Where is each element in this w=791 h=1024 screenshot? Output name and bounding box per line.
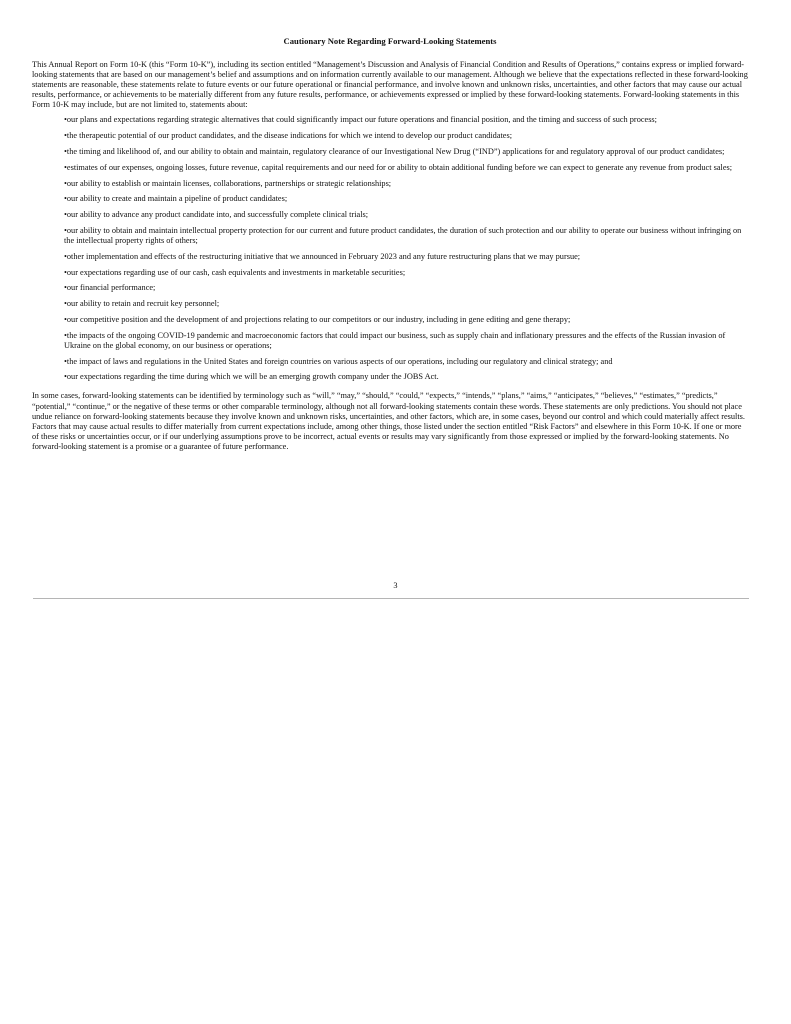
list-item: •our ability to create and maintain a pipeline of product candidates;	[64, 194, 288, 204]
list-item: •estimates of our expenses, ongoing losses, future revenue, capital requirements and our need for or ability to obtain additional funding before we can expect to generate any revenue from product sales;	[64, 162, 733, 172]
page-divider	[33, 598, 749, 599]
list-item: •our ability to establish or maintain licenses, collaborations, partnerships or strategic relationships;	[64, 178, 392, 188]
closing-paragraph: In some cases, forward-looking statements can be identified by terminology such as “will,” “may,” “should,” “could,” “expects,” “intends,” “plans,” “aims,” “anticipates,” “believes,” “estimates,” “predicts,” “potential,” “continue,” or the negative of these terms or other comparable terminology, although not all forward-looking statements contain these words. These statements are only predictions. You should not place undue reliance on forward-looking statements because they involve known and unknown risks, uncertainties, and other factors, which are, in some cases, beyond our control and which could materially affect results. Factors that may cause actual results to differ materially from current expectations include, among other things, those listed under the section entitled “Risk Factors” and elsewhere in this Form 10-K. If one or more of these risks or uncertainties occur, or if our underlying assumptions prove to be incorrect, actual events or results may vary significantly from those expressed or implied by the forward-looking statements. No forward-looking statement is a promise or a guarantee of future performance.	[32, 391, 745, 451]
list-item: •the therapeutic potential of our product candidates, and the disease indications for which we intend to develop our product candidates;	[64, 131, 513, 141]
list-item: •our competitive position and the development of and projections relating to our competitors or our industry, including in gene editing and gene therapy;	[64, 314, 571, 324]
list-item: •other implementation and effects of the restructuring initiative that we announced in February 2023 and any future restructuring plans that we may pursue;	[64, 251, 581, 261]
list-item: •our financial performance;	[64, 283, 156, 293]
forward-looking-list	[32, 115, 748, 382]
list-item: •our ability to retain and recruit key personnel;	[64, 299, 220, 309]
list-item: •our ability to obtain and maintain intellectual property protection for our current and future product candidates, the duration of such protection and our ability to operate our business without infringing on the intellectual property rights of others;	[64, 225, 742, 246]
list-item: •the impact of laws and regulations in the United States and foreign countries on various aspects of our operations, including our regulatory and clinical strategy; and	[64, 356, 613, 366]
list-item: •the timing and likelihood of, and our ability to obtain and maintain, regulatory clearance of our Investigational New Drug (“IND”) applications for and regulatory approval of our product candidates;	[64, 147, 725, 157]
list-item: •our expectations regarding the time during which we will be an emerging growth company under the JOBS Act.	[64, 372, 439, 382]
list-item: •our plans and expectations regarding strategic alternatives that could significantly impact our future operations and financial position, and the timing and success of such process;	[64, 115, 657, 125]
list-item: •our ability to advance any product candidate into, and successfully complete clinical trials;	[64, 210, 369, 220]
page-number: 3	[393, 581, 398, 590]
document-page	[32, 36, 748, 452]
list-item: •our expectations regarding use of our cash, cash equivalents and investments in marketable securities;	[64, 267, 406, 277]
intro-paragraph: This Annual Report on Form 10-K (this “Form 10-K”), including its section entitled “Management’s Discussion and Analysis of Financial Condition and Results of Operations,” contains express or implied forward-looking statements that are based on our management’s belief and assumptions and on information currently available to our management. Although we believe that the expectations reflected in these forward-looking statements are reasonable, these statements relate to future events or our future operational or financial performance, and involve known and unknown risks, uncertainties, and other factors that may cause our actual results, performance, or achievements to be materially different from any future results, performance, or achievements expressed or implied by these forward-looking statements. Forward-looking statements in this Form 10-K may include, but are not limited to, statements about:	[32, 60, 748, 110]
section-title: Cautionary Note Regarding Forward-Looking Statements	[283, 36, 497, 46]
list-item: •the impacts of the ongoing COVID-19 pandemic and macroeconomic factors that could impact our business, such as supply chain and inflationary pressures and the effects of the Russian invasion of Ukraine on the global economy, on our business or operations;	[64, 330, 726, 350]
